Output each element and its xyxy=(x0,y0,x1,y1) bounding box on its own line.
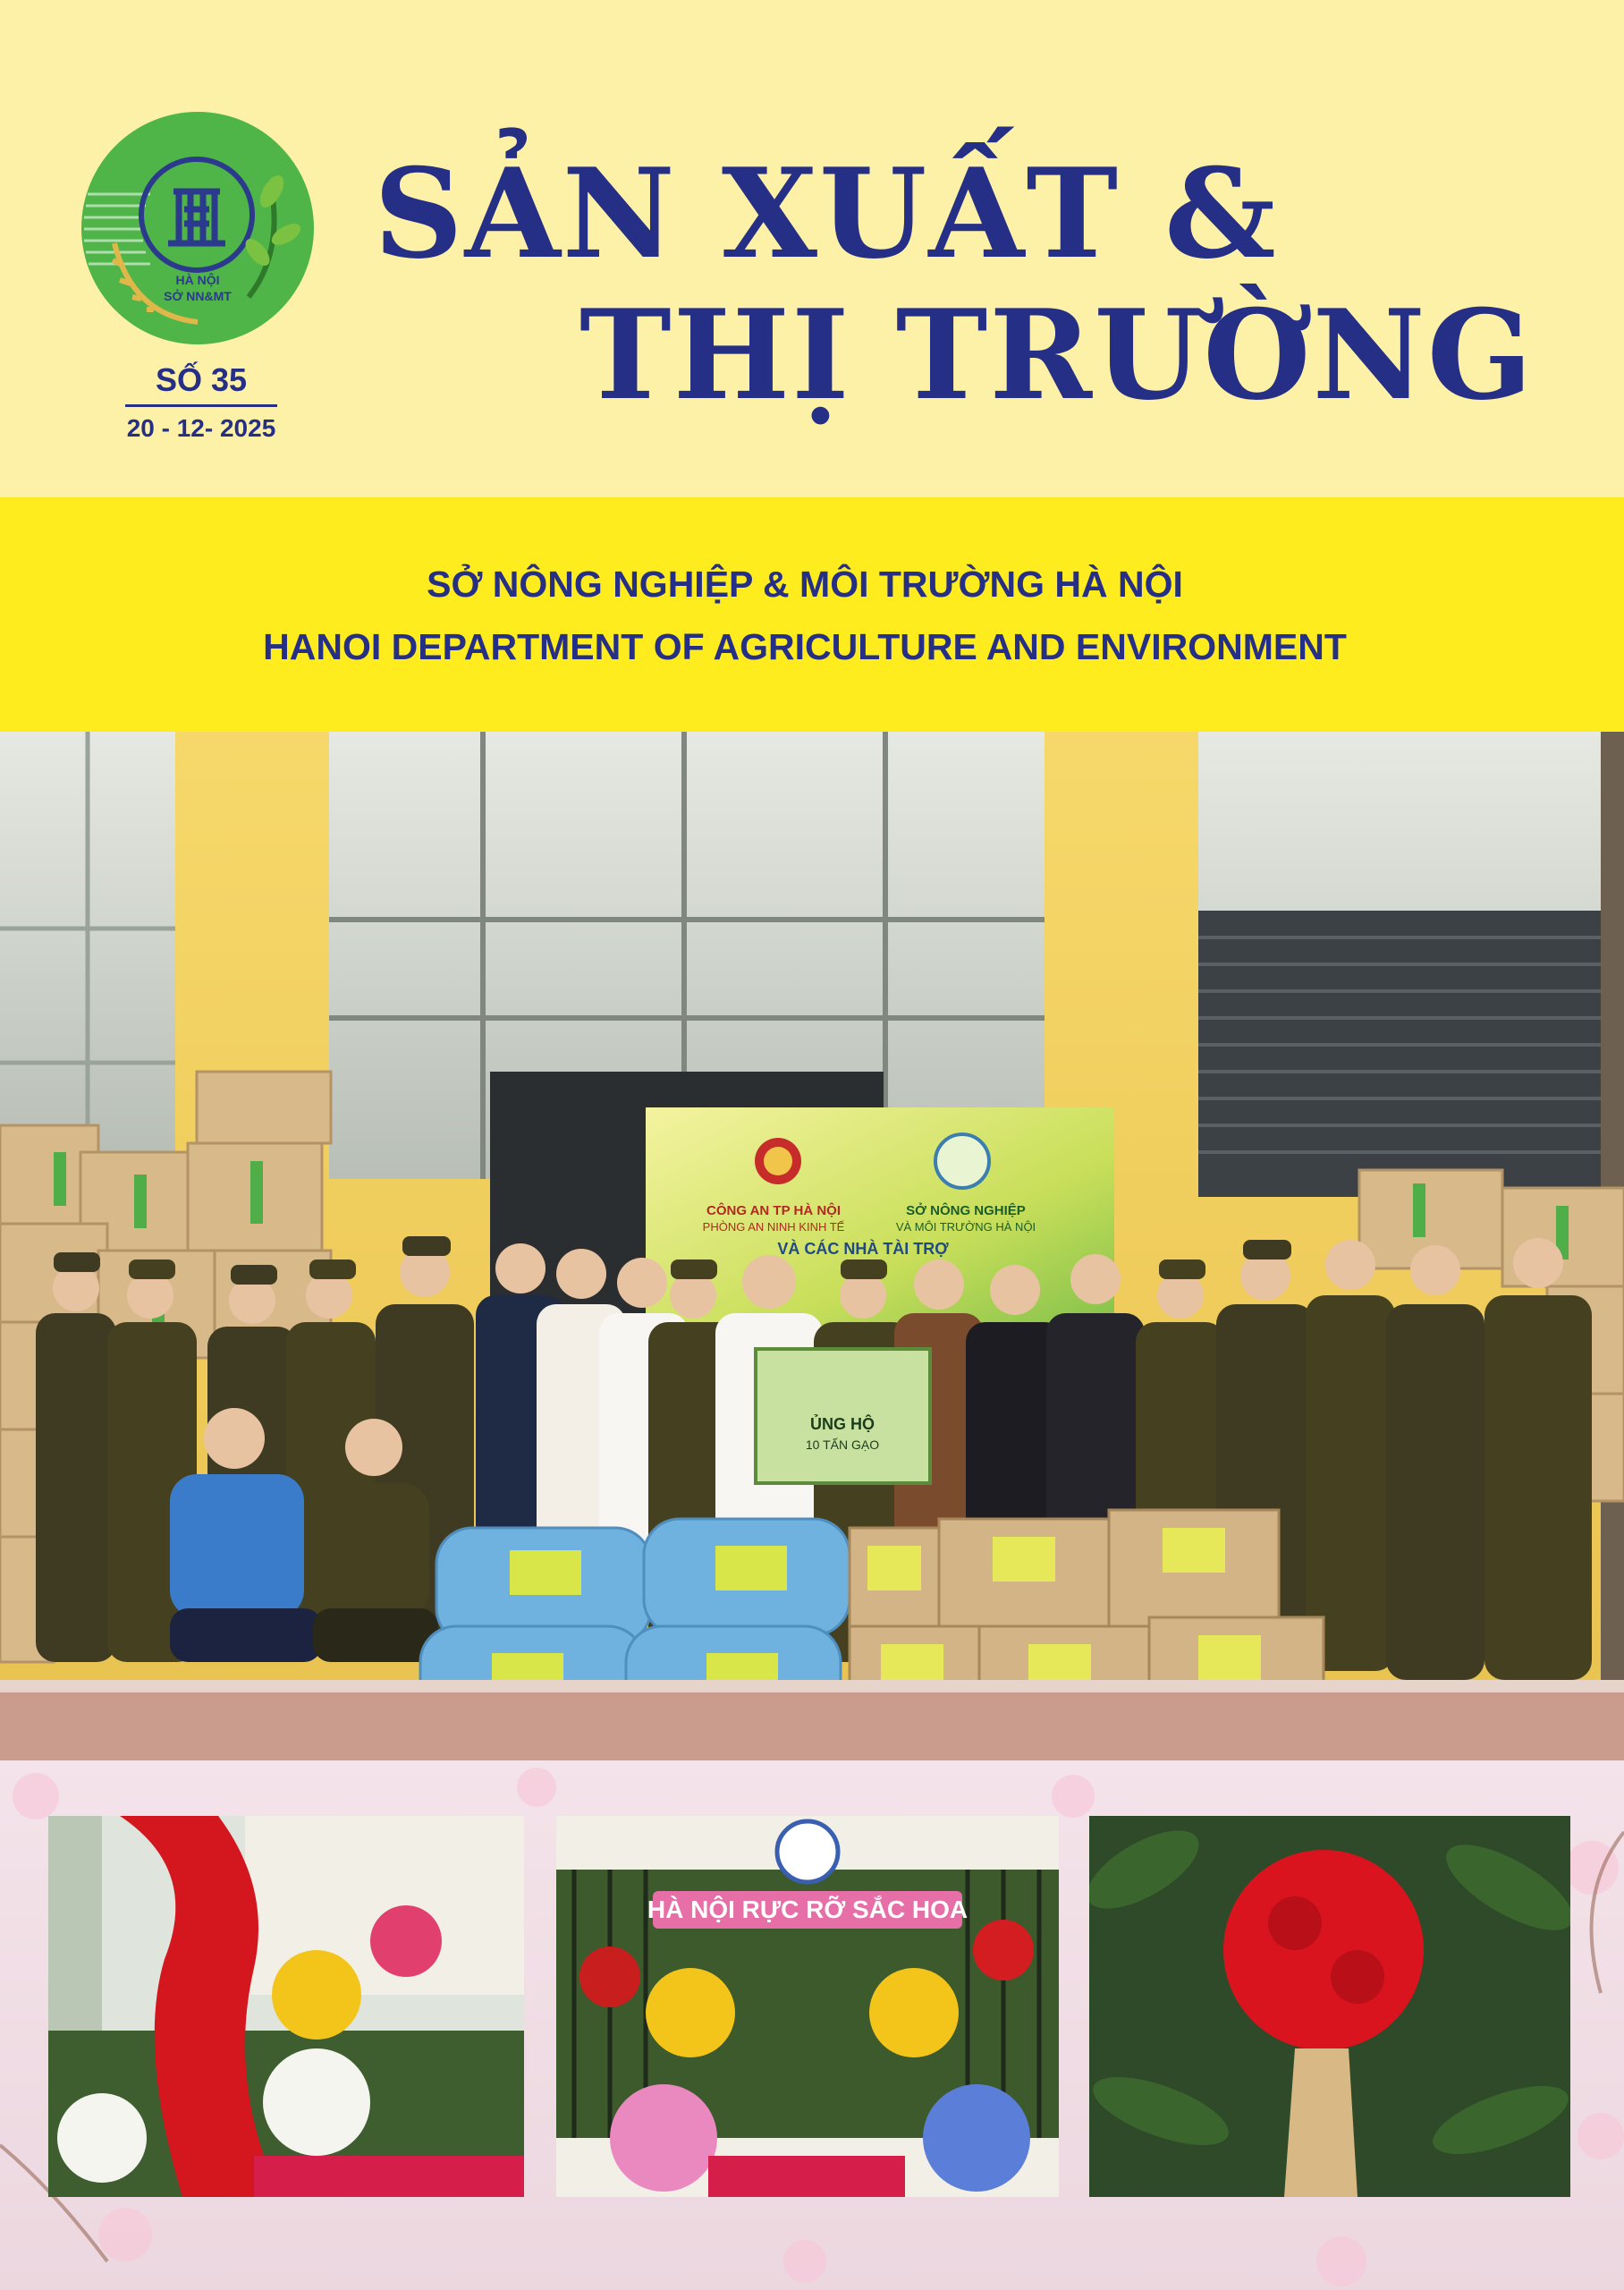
banner-right-text: SỞ NÔNG NGHIỆP xyxy=(906,1203,1026,1218)
flower-photo-3 xyxy=(1089,1816,1570,2197)
logo-text-bottom: SỞ NN&MT xyxy=(164,289,232,303)
issue-info xyxy=(125,361,277,443)
logo-text-top: HÀ NỘI xyxy=(175,273,220,287)
banner-left-text: CÔNG AN TP HÀ NỘI xyxy=(706,1203,842,1218)
flower-photo-2 xyxy=(556,1816,1059,2197)
cover-photo xyxy=(0,732,1624,1760)
title-line-2: THỊ TRƯỜNG xyxy=(579,282,1535,428)
flower-photo-1 xyxy=(48,1816,524,2197)
department-logo xyxy=(79,109,317,347)
banner-left-sub: PHÒNG AN NINH KINH TẾ xyxy=(702,1220,845,1234)
masthead xyxy=(0,0,1624,497)
banner-mid-text: VÀ CÁC NHÀ TÀI TRỢ xyxy=(777,1240,949,1258)
organization-band xyxy=(0,497,1624,732)
flower-gallery xyxy=(0,1760,1624,2290)
organization-name-en: HANOI DEPARTMENT OF AGRICULTURE AND ENVIRONMENT xyxy=(263,626,1347,667)
board-text: ỦNG HỘ xyxy=(810,1415,875,1433)
thumbnail-banner-text: HÀ NỘI RỰC RỠ SẮC HOA xyxy=(647,1896,968,1923)
issue-date: 20 - 12- 2025 xyxy=(126,414,276,442)
issue-number: SỐ 35 xyxy=(125,361,277,407)
organization-name-vi: SỞ NÔNG NGHIỆP & MÔI TRƯỜNG HÀ NỘI xyxy=(427,564,1183,605)
board-sub-text: 10 TẤN GẠO xyxy=(805,1438,880,1452)
banner-right-sub: VÀ MÔI TRƯỜNG HÀ NỘI xyxy=(895,1220,1036,1234)
title-line-1: SẢN XUẤT & xyxy=(374,140,1278,286)
